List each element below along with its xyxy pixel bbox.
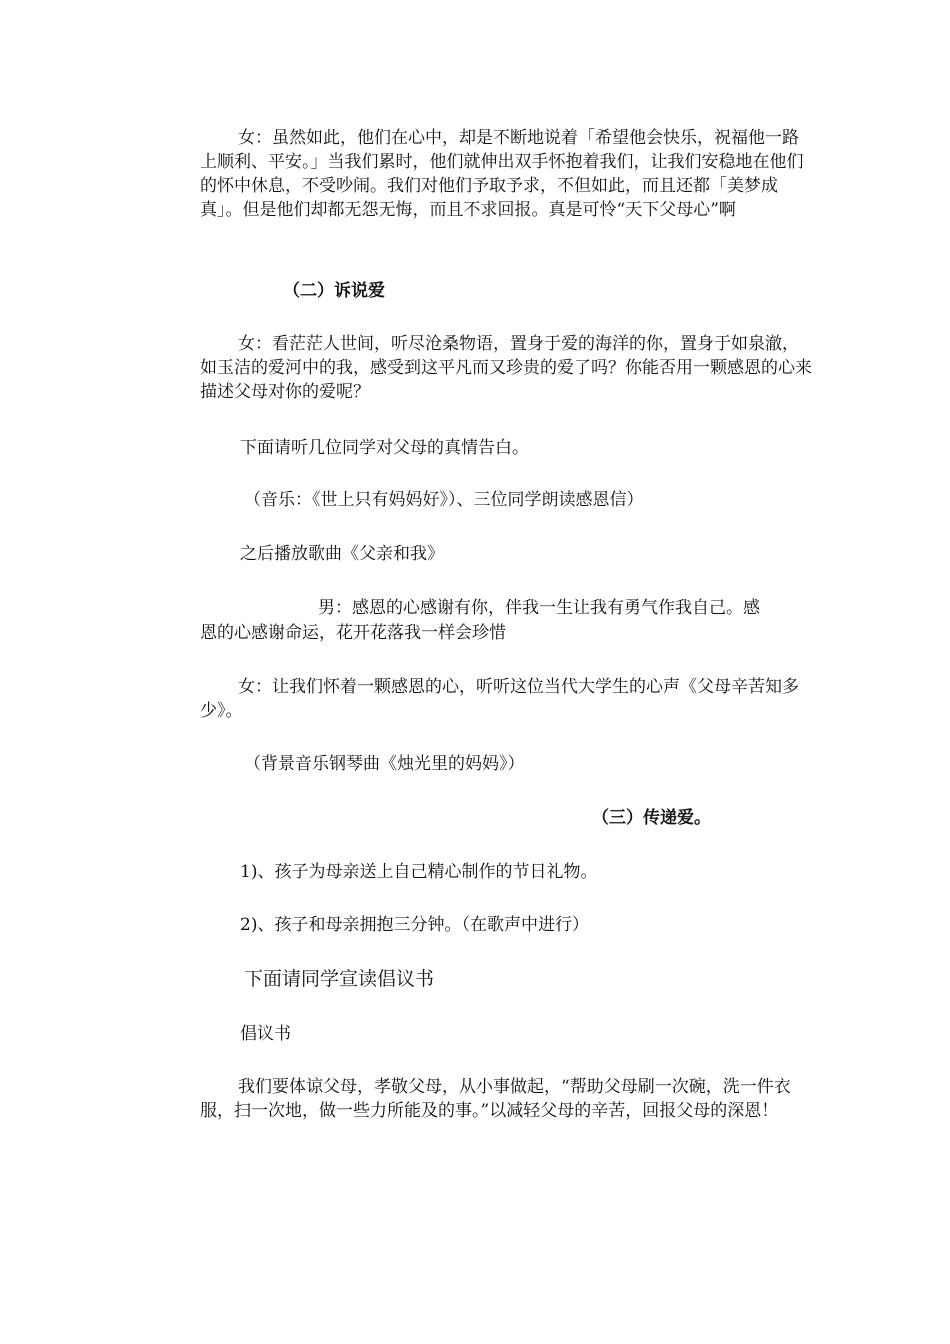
paragraph-music-note: （音乐：《世上只有妈妈好》）、三位同学朗读感恩信） — [244, 490, 644, 510]
paragraph-male-line-1: 男：感恩的心感谢有你，伴我一生让我有勇气作我自己。感 — [318, 598, 760, 618]
paragraph-sea-of-love: 女：看茫茫人世间，听尽沧桑物语，置身于爱的海洋的你，置身于如泉澈，如玉洁的爱河中的我，感受到这平凡而又珍贵的爱了吗？你能否用一颗感恩的心来描述父母对你的爱呢？ — [200, 334, 812, 402]
paragraph-parents-heart: 女：虽然如此，他们在心中，却是不断地说着「希望他会快乐，祝福他一路上顺利、平安。」当我们累时，他们就伸出双手怀抱着我们，让我们安稳地在他们的怀中休息，不受吵闹。我们对他们予取予求，不但如此，而且还都「美梦成真」。但是他们却都无怨无悔，而且不求回报。真是可怜“天下父母心”啊 — [200, 128, 804, 220]
section-heading-pass-love: （三）传递爱。 — [592, 808, 711, 828]
paragraph-background-music: （背景音乐钢琴曲《烛光里的妈妈》） — [244, 754, 525, 774]
paragraph-read-proposal: 下面请同学宣读倡议书 — [244, 968, 435, 990]
paragraph-play-song: 之后播放歌曲《父亲和我》 — [240, 544, 444, 564]
proposal-title: 倡议书 — [240, 1024, 291, 1044]
list-item-hug: 2)、孩子和母亲拥抱三分钟。（在歌声中进行） — [240, 915, 589, 935]
list-item-gift: 1)、孩子为母亲送上自己精心制作的节日礼物。 — [240, 862, 598, 882]
paragraph-proposal-body: 我们要体谅父母，孝敬父母，从小事做起，“帮助父母刷一次碗，洗一件衣服，扫一次地，做一些力所能及的事。”以减轻父母的辛苦，回报父母的深恩！ — [200, 1077, 791, 1121]
paragraph-listen-confession: 下面请听几位同学对父母的真情告白。 — [240, 438, 529, 458]
section-heading-tell-love: （二）诉说爱 — [283, 281, 385, 301]
paragraph-grateful-heart: 女：让我们怀着一颗感恩的心，听听这位当代大学生的心声《父母辛苦知多少》。 — [200, 677, 799, 721]
paragraph-male-line-2: 恩的心感谢命运，花开花落我一样会珍惜 — [200, 623, 506, 643]
